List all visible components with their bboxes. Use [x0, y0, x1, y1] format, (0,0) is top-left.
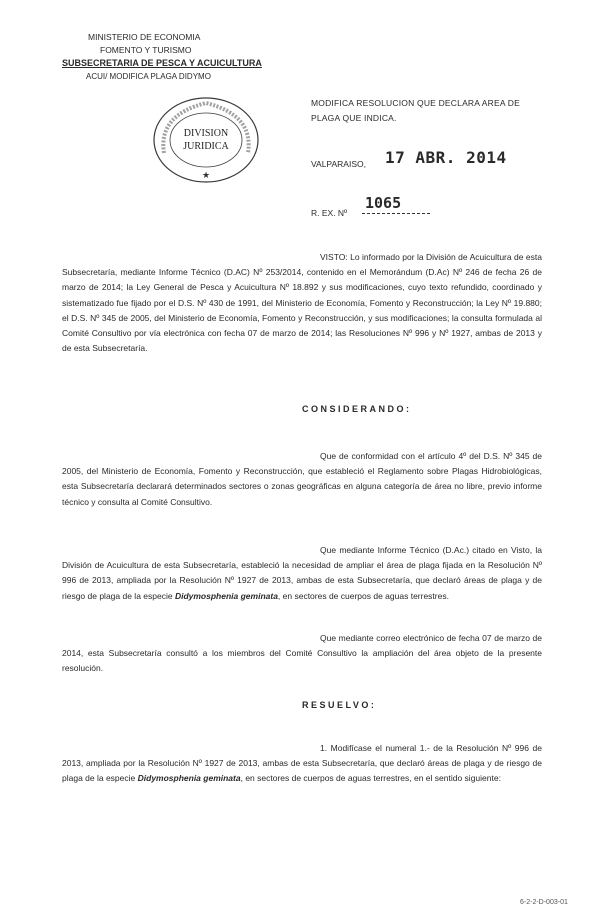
division-juridica-seal: [150, 95, 262, 185]
visto-text: Lo informado por la División de Acuicultura de esta Subsecretaría, mediante Informe Técnico (D.AC) Nº 253/2014, contenido en el Memorándum (D.Ac) Nº 246 de fecha 26 de marzo de 2014; la Ley General de Pesca y Acuicultura Nº 18.892 y sus modificaciones, cuyo texto refundido, coordinado y sistematizado fue fijado por el D.S. Nº 430 de 1991, del Ministerio de Economía, Fomento y Reconstrucción; la Ley Nº 19.880; el D.S. Nº 345 de 2005, del Ministerio de Economía, Fomento y Reconstrucción, y sus modificaciones; la consulta formulada al Comité Consultivo por vía electrónica con fecha 07 de marzo de 2014; las Resoluciones Nº 996 y Nº 1927, ambas de 2013 y de esta Subsecretaría.: [62, 252, 542, 354]
city-label: VALPARAISO,: [311, 159, 366, 169]
document-subject: MODIFICA RESOLUCION QUE DECLARA AREA DE PLAGA QUE INDICA.: [311, 98, 521, 123]
footer-mark: 6-2-2-D-003-01: [520, 899, 568, 906]
reference-line: ACUI/ MODIFICA PLAGA DIDYMO: [86, 72, 211, 81]
resuelvo-paragraph-1: 1. Modifícase el numeral 1.- de la Resolución Nº 996 de 2013, ampliada por la Resolución Nº 1927 de 2013, ambas de esta Subsecretaría, que declaró áreas de plaga y de riesgo de plaga de la especie Didymosphenia geminata, en sectores de cuerpos de aguas terrestres, en el sentido siguiente:: [62, 743, 542, 784]
species-name: Didymosphenia geminata: [174, 590, 278, 601]
resuelvo-heading: RESUELVO:: [302, 700, 377, 710]
seal-line-1: DIVISION: [183, 128, 229, 139]
letterhead: [62, 31, 262, 83]
visto-paragraph: [62, 250, 542, 356]
document-date: 17 ABR. 2014: [385, 148, 507, 167]
visto-keyword: VISTO:: [320, 252, 348, 262]
considerando-paragraph-2: Que mediante Informe Técnico (D.Ac.) citado en Visto, la División de Acuicultura de esta Subsecretaría, estableció la necesidad de ampliar el área de plaga fijada en la Resolución Nº 996 de 2013, ampliada por la Resolución Nº 1927 de 2013, ambas de esta Subsecretaría, que declaró áreas de plaga y de riesgo de plaga de la especie Didymosphenia geminata, en sectores de cuerpos de aguas terrestres.: [62, 545, 542, 601]
resolution-number: 1065: [365, 194, 402, 212]
subsecretariat-line: SUBSECRETARIA DE PESCA Y ACUICULTURA: [62, 58, 262, 68]
resolution-label: R. EX. Nº: [311, 208, 348, 218]
species-name: Didymosphenia geminata: [137, 773, 241, 784]
seal-line-2: JURIDICA: [183, 141, 229, 152]
ministry-line: MINISTERIO DE ECONOMIA: [88, 32, 201, 42]
considerando-paragraph-1: Que de conformidad con el artículo 4º del D.S. Nº 345 de 2005, del Ministerio de Economía, Fomento y Reconstrucción, que estableció el Reglamento sobre Plagas Hidrobiológicas, esta Subsecretaría declarará determinados sectores o zonas geográficas en alguna categoría de área no libre, previo informe técnico y consulta al Comité Consultivo.: [62, 451, 542, 507]
considerando-paragraph-3: Que mediante correo electrónico de fecha 07 de marzo de 2014, esta Subsecretaría consultó a los miembros del Comité Consultivo la ampliación del área objeto de la presente resolución.: [62, 633, 542, 674]
ministry-subline: FOMENTO Y TURISMO: [100, 45, 192, 55]
considerando-heading: CONSIDERANDO:: [302, 404, 412, 414]
svg-text:★: ★: [201, 170, 211, 180]
resolution-underline: [362, 213, 430, 214]
